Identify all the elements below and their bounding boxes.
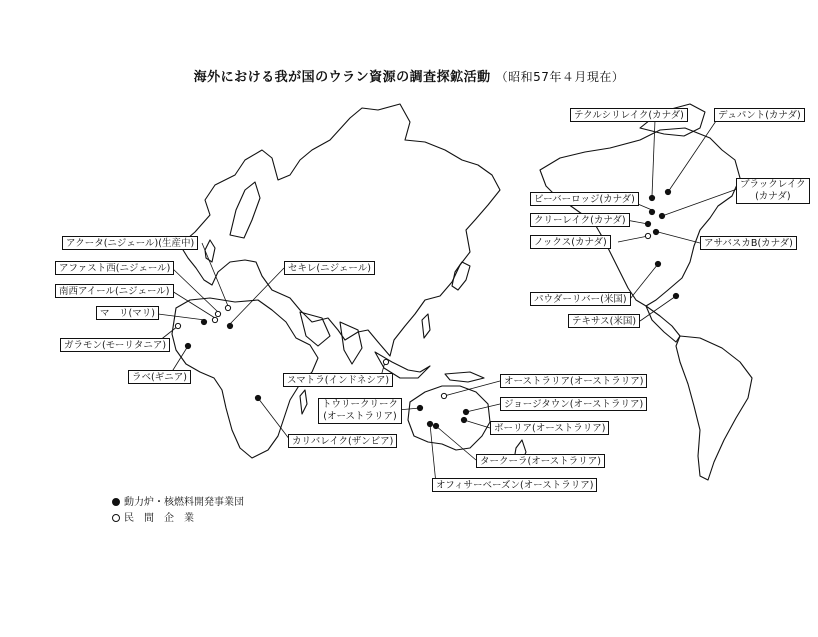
label-sekire: セキレ(ニジェール)	[284, 261, 375, 275]
site-marker-georgetown	[463, 409, 468, 414]
label-texas: テキサス(米国)	[568, 314, 640, 328]
legend-filled	[112, 496, 244, 510]
legend-open-label: 民 間 企 業	[124, 513, 194, 524]
label-blacklake	[736, 178, 810, 204]
australia-outline	[408, 386, 490, 450]
madagascar-outline	[300, 390, 307, 414]
site-marker-sumatra	[383, 359, 388, 364]
label-sumatra: スマトラ(インドネシア)	[283, 373, 393, 387]
site-marker-sekire	[227, 323, 232, 328]
site-marker-officer	[427, 421, 432, 426]
label-garamon: ガラモン(モーリタニア)	[60, 338, 170, 352]
label-tolly-line2: (オーストラリア)	[323, 411, 397, 422]
label-kalibaleik: カリバレイク(ザンビア)	[288, 434, 397, 448]
label-tecluslake: テクルシリレイク(カナダ)	[570, 108, 688, 122]
label-takura: タークーラ(オーストラリア)	[476, 454, 605, 468]
site-marker-garamon	[175, 323, 180, 328]
arabia-outline	[300, 312, 330, 346]
scandinavia-outline	[230, 182, 260, 238]
label-blacklake-line1: ブラックレイク	[740, 179, 806, 190]
label-clearlake: クリーレイク(カナダ)	[530, 213, 630, 227]
site-marker-blacklake	[659, 213, 664, 218]
south-america-outline	[676, 336, 752, 480]
site-marker-dupan	[665, 189, 670, 194]
site-marker-beaver	[649, 209, 654, 214]
title-main: 海外における我が国のウラン資源の調査探鉱活動	[193, 70, 491, 85]
site-marker-tolly	[417, 405, 422, 410]
site-marker-mali	[201, 319, 206, 324]
site-marker-knox	[645, 233, 650, 238]
label-tolly-line1: トウリークリーク	[322, 399, 399, 410]
label-acuta: アクータ(ニジェール)(生産中)	[62, 236, 198, 250]
eurasia-outline	[180, 104, 500, 356]
philippines-outline	[422, 314, 430, 338]
label-afasto: アファスト西(ニジェール)	[55, 261, 174, 275]
site-marker-texas	[673, 293, 678, 298]
label-australia: オーストラリア(オーストラリア)	[500, 374, 647, 388]
filled-circle-icon	[112, 498, 120, 506]
label-dupan: デュパント(カナダ)	[714, 108, 805, 122]
label-beaver: ビーバーロッジ(カナダ)	[530, 192, 639, 206]
label-officer: オフィサーベーズン(オーストラリア)	[432, 478, 597, 492]
label-tolly	[318, 398, 402, 424]
central-america-outline	[646, 306, 680, 342]
label-athabasca: アサバスカB(カナダ)	[700, 236, 797, 250]
site-marker-clearlake	[645, 221, 650, 226]
britain-outline	[205, 240, 215, 262]
label-powder: パウダーリバー(米国)	[530, 292, 631, 306]
site-marker-tecluslake	[649, 195, 654, 200]
site-marker-minaminishi	[212, 317, 217, 322]
label-boria: ボーリア(オーストラリア)	[490, 421, 609, 435]
legend-open	[112, 512, 194, 526]
legend-filled-label: 動力炉・核燃料開発事業団	[124, 497, 244, 508]
label-mali: マ リ(マリ)	[96, 306, 159, 320]
site-marker-afasto	[215, 311, 220, 316]
label-georgetown: ジョージタウン(オーストラリア)	[500, 397, 647, 411]
label-minaminishi: 南西アイール(ニジェール)	[55, 284, 174, 298]
label-blacklake-line2: (カナダ)	[755, 191, 791, 202]
new-guinea-outline	[445, 372, 484, 382]
india-outline	[340, 322, 362, 364]
site-marker-powder	[655, 261, 660, 266]
japan-outline	[452, 262, 470, 290]
open-circle-icon	[112, 514, 120, 522]
site-marker-acuta	[225, 305, 230, 310]
site-marker-boria	[461, 417, 466, 422]
site-marker-takura	[433, 423, 438, 428]
label-labe: ラベ(ギニア)	[128, 370, 191, 384]
site-marker-labe	[185, 343, 190, 348]
site-marker-athabasca	[653, 229, 658, 234]
label-knox: ノックス(カナダ)	[530, 235, 611, 249]
site-marker-australia	[441, 393, 446, 398]
title-date: （昭和57年４月現在）	[495, 70, 625, 84]
site-marker-kalibaleik	[255, 395, 260, 400]
